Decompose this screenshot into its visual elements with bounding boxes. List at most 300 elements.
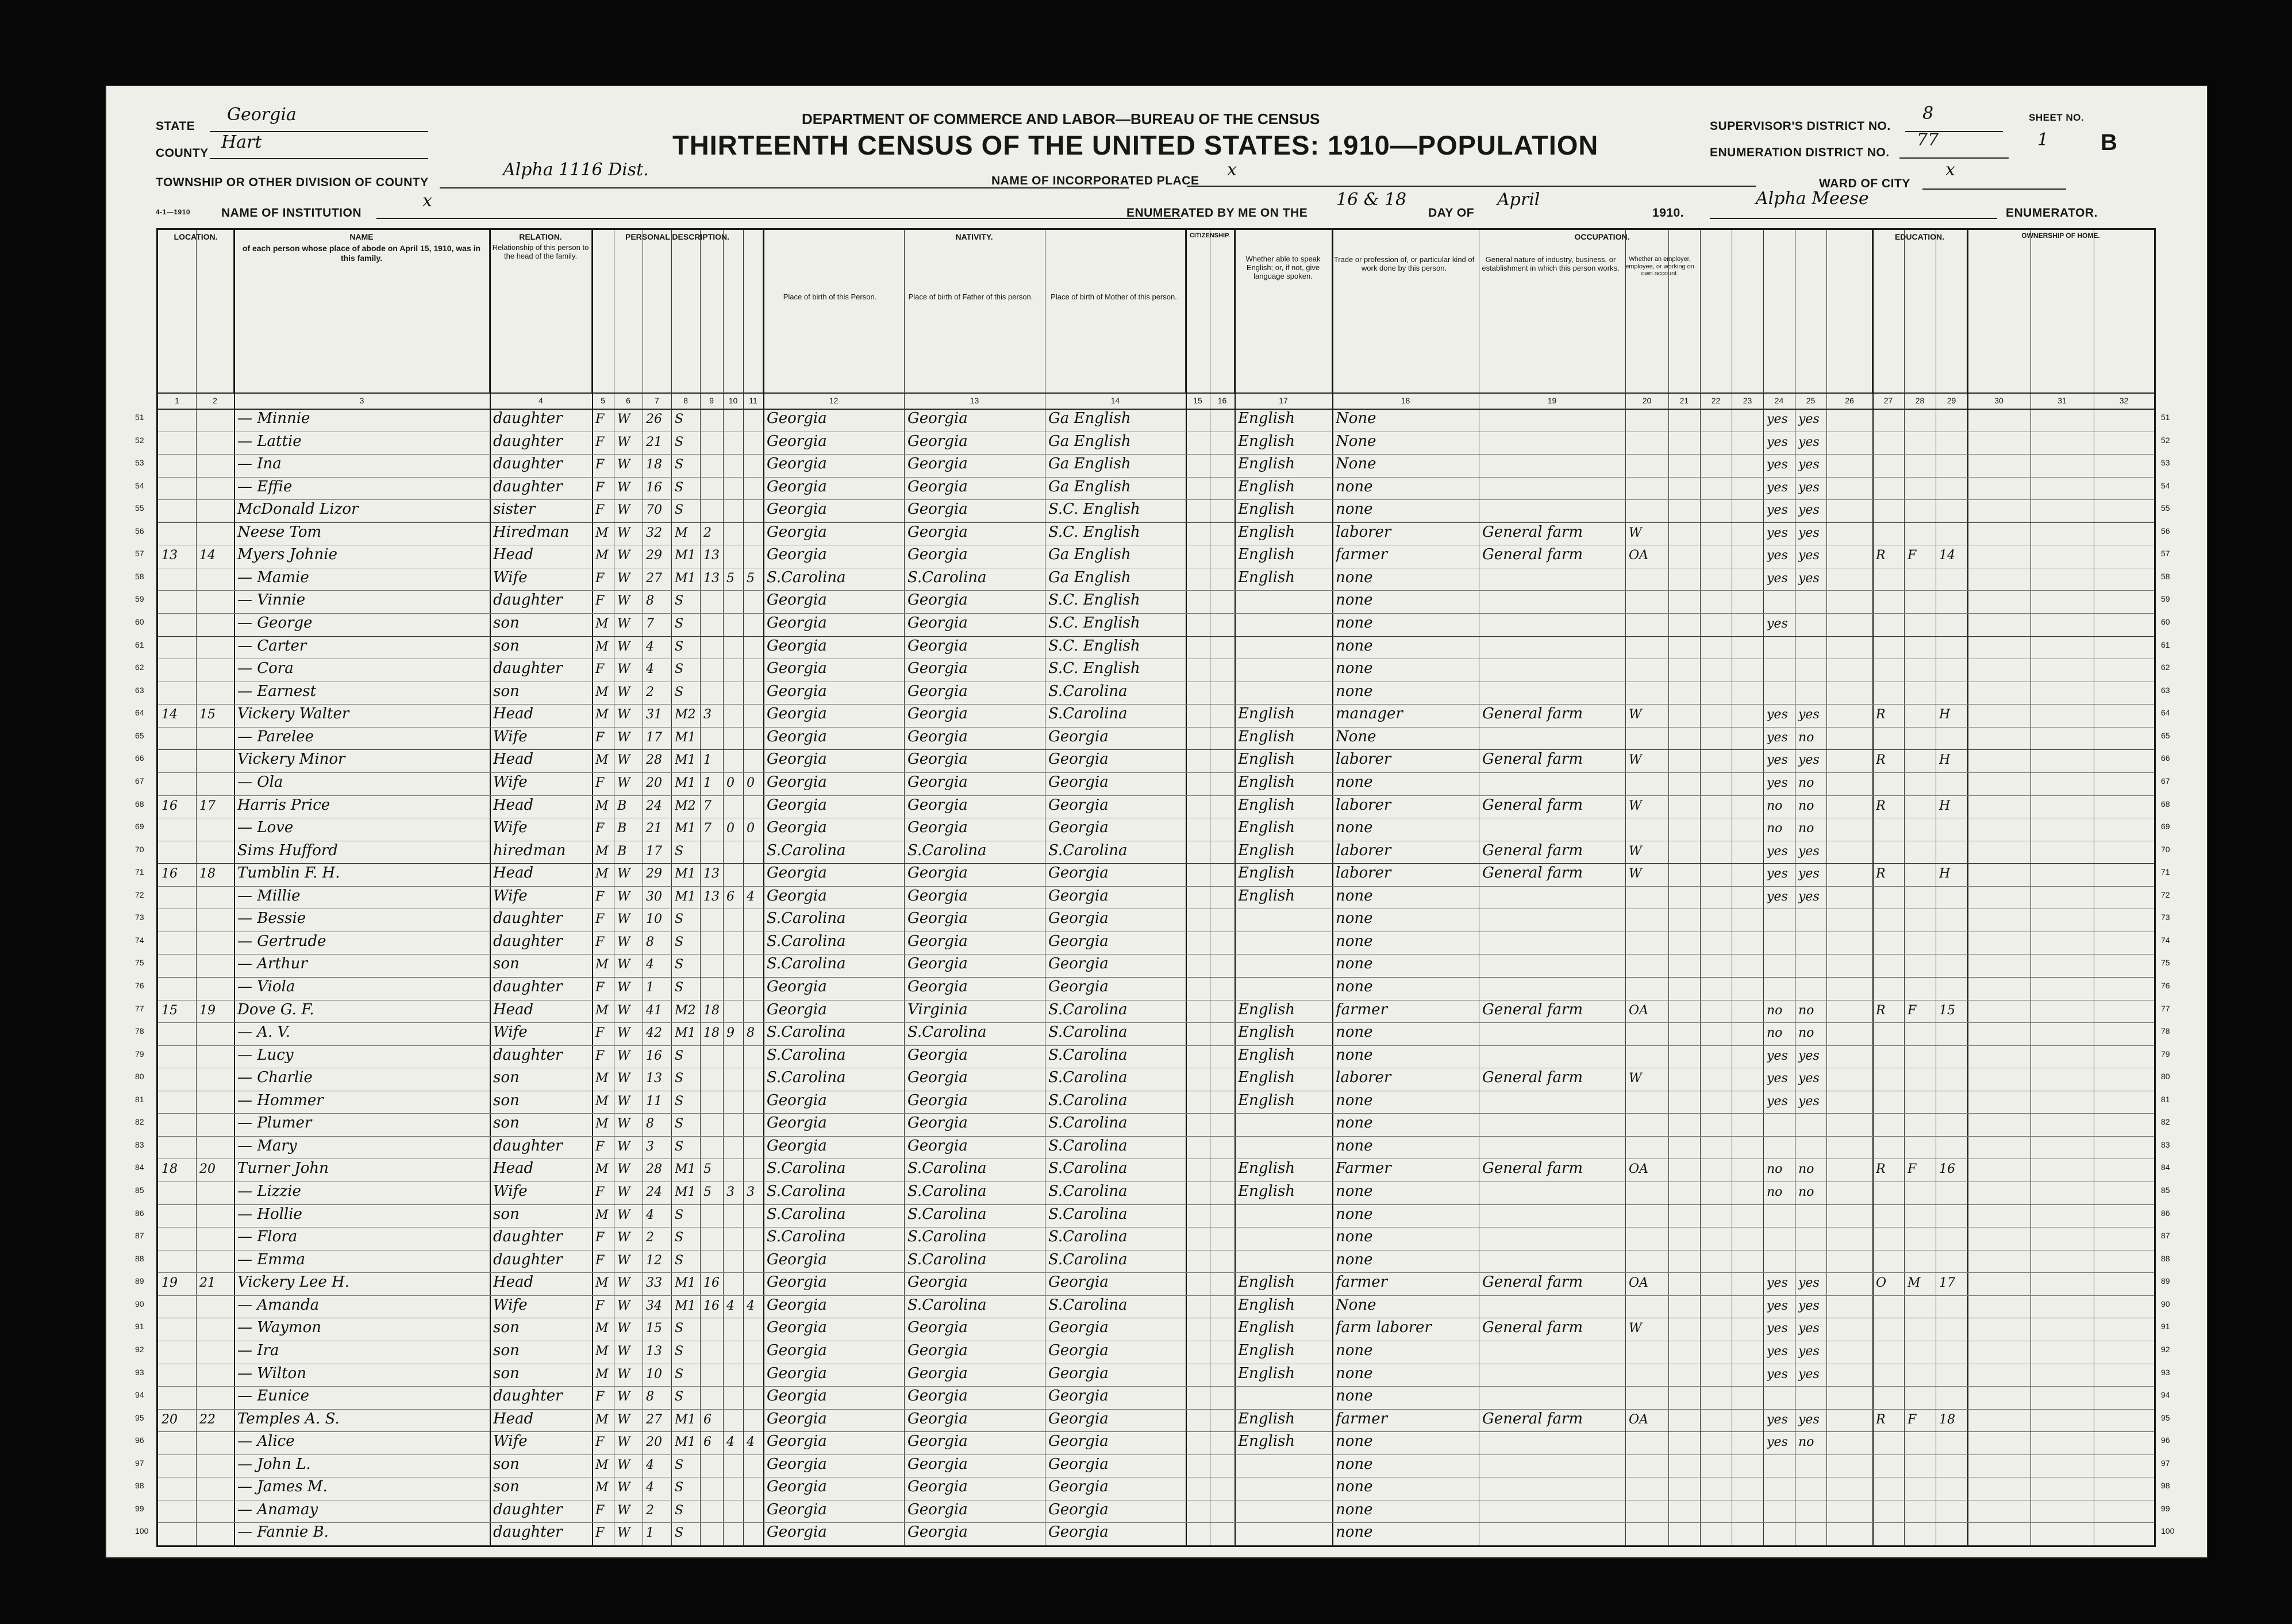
line-number-left: 93 (135, 1367, 144, 1377)
cell-occ: laborer (1336, 751, 1391, 768)
cell-bp: Georgia (767, 1455, 827, 1473)
cell-bf: Georgia (907, 591, 968, 609)
cell-ms: M1 (675, 1276, 696, 1291)
cell-liv: 0 (747, 821, 755, 836)
cell-occ: none (1336, 1228, 1373, 1246)
cell-bm: S.C. English (1048, 614, 1140, 632)
table-row (158, 1068, 2154, 1091)
cell-eng: English (1238, 841, 1295, 859)
supervisor-label: SUPERVISOR'S DISTRICT NO. (1710, 120, 1891, 133)
cell-race: W (617, 1117, 630, 1132)
cell-name: — Waymon (237, 1319, 321, 1337)
cell-bm: Georgia (1048, 1319, 1109, 1337)
column-number: 25 (1806, 396, 1816, 405)
cell-bf: Georgia (907, 546, 968, 564)
occupation-group-label: OCCUPATION. (1574, 232, 1630, 241)
cell-bp: Georgia (767, 773, 827, 791)
cell-eng: English (1238, 568, 1295, 586)
cell-ms: S (675, 503, 684, 518)
cell-ms: S (675, 957, 684, 972)
cell-read: yes (1767, 707, 1788, 722)
cell-farm: H (1939, 867, 1951, 882)
table-row (158, 1159, 2154, 1182)
cell-sex: M (595, 1117, 609, 1132)
table-row (158, 909, 2154, 932)
cell-bp: Georgia (767, 728, 827, 745)
cell-ch: 6 (726, 889, 734, 904)
cell-ch: 4 (726, 1298, 734, 1313)
cell-bp: Georgia (767, 1410, 827, 1427)
cell-occ: Farmer (1336, 1160, 1391, 1177)
cell-fam: 22 (199, 1412, 216, 1427)
cell-ms: S (675, 1390, 684, 1404)
table-row (158, 1045, 2154, 1069)
cell-rel: daughter (493, 432, 563, 450)
line-number-right: 90 (2161, 1299, 2170, 1309)
cell-ms: M1 (675, 1298, 696, 1313)
cell-read: yes (1767, 434, 1788, 449)
cell-name: — Fannie B. (237, 1523, 329, 1541)
line-number-right: 55 (2161, 503, 2170, 513)
line-number-left: 53 (135, 458, 144, 468)
cell-ms: S (675, 662, 684, 677)
cell-bp: Georgia (767, 591, 827, 609)
table-row (158, 1113, 2154, 1137)
line-number-left: 82 (135, 1117, 144, 1127)
cell-race: W (617, 1321, 630, 1336)
cell-rel: daughter (493, 1523, 563, 1541)
cell-age: 13 (646, 1071, 662, 1086)
cell-rel: Wife (493, 1296, 528, 1314)
cell-race: W (617, 753, 630, 768)
column-number: 30 (1994, 396, 2003, 405)
column-number: 6 (626, 396, 630, 405)
cell-bm: Georgia (1048, 1273, 1109, 1291)
cell-sex: F (595, 662, 605, 677)
cell-age: 32 (646, 525, 662, 540)
cell-fam: 14 (199, 548, 216, 563)
line-number-left: 88 (135, 1253, 144, 1263)
cell-bm: S.Carolina (1048, 1228, 1128, 1246)
cell-write: yes (1798, 1276, 1820, 1291)
line-number-left: 57 (135, 549, 144, 559)
table-row (158, 1386, 2154, 1410)
birth-mother-header: Place of birth of Mother of this person. (1051, 293, 1177, 301)
table-row (158, 818, 2154, 841)
cell-bm: Georgia (1048, 910, 1109, 928)
cell-sex: M (595, 639, 609, 654)
cell-bp: Georgia (767, 455, 827, 473)
line-number-right: 59 (2161, 594, 2170, 604)
column-number: 13 (970, 396, 979, 405)
cell-sex: M (595, 684, 609, 699)
cell-emp: W (1629, 1071, 1642, 1086)
cell-race: W (617, 1457, 630, 1472)
column-number: 1 (175, 396, 179, 405)
line-number-left: 70 (135, 844, 144, 854)
cell-ms: S (675, 1503, 684, 1518)
column-number: 2 (213, 396, 217, 405)
cell-bp: Georgia (767, 1500, 827, 1518)
line-number-left: 69 (135, 822, 144, 832)
cell-ms: S (675, 412, 684, 426)
cell-sex: F (595, 1139, 605, 1154)
line-number-right: 66 (2161, 753, 2170, 763)
cell-ind: General farm (1482, 705, 1583, 723)
line-number-right: 63 (2161, 685, 2170, 695)
table-row (158, 772, 2154, 796)
cell-yrs: 13 (703, 889, 720, 904)
cell-race: W (617, 1162, 630, 1177)
cell-bf: Georgia (907, 501, 968, 518)
cell-age: 3 (646, 1139, 654, 1154)
cell-bf: Georgia (907, 796, 968, 814)
cell-yrs: 6 (703, 1412, 712, 1427)
cell-name: — Lucy (237, 1046, 294, 1064)
cell-fam: 15 (199, 707, 216, 722)
cell-rel: Wife (493, 1023, 528, 1041)
table-row (158, 1272, 2154, 1296)
column-number: 7 (655, 396, 659, 405)
cell-rel: son (493, 1319, 520, 1337)
line-number-left: 100 (135, 1526, 149, 1536)
cell-emp: OA (1629, 1412, 1648, 1427)
cell-liv: 8 (747, 1026, 755, 1041)
cell-bp: Georgia (767, 796, 827, 814)
cell-read: no (1767, 1003, 1783, 1018)
line-number-left: 78 (135, 1026, 144, 1036)
cell-bm: Ga English (1048, 432, 1131, 450)
line-number-right: 54 (2161, 480, 2170, 490)
cell-read: yes (1767, 1071, 1788, 1086)
cell-rel: Head (493, 546, 534, 564)
cell-yrs: 18 (703, 1026, 720, 1041)
cell-bm: S.Carolina (1048, 1205, 1128, 1223)
incorporated-underline (1187, 186, 1756, 187)
cell-bm: Georgia (1048, 1455, 1109, 1473)
cell-write: yes (1798, 707, 1820, 722)
cell-race: W (617, 1230, 630, 1245)
cell-sex: M (595, 1276, 609, 1291)
cell-rel: daughter (493, 591, 563, 609)
line-number-right: 53 (2161, 458, 2170, 468)
cell-own: R (1876, 798, 1886, 813)
cell-ms: S (675, 1207, 684, 1222)
cell-age: 4 (646, 1480, 654, 1495)
cell-age: 8 (646, 594, 654, 609)
cell-ch: 9 (726, 1026, 734, 1041)
cell-bf: Georgia (907, 1319, 968, 1337)
line-number-left: 59 (135, 594, 144, 604)
institution-underline (376, 218, 1181, 219)
cell-name: — Eunice (237, 1387, 309, 1405)
cell-name: — Effie (237, 478, 293, 495)
cell-occ: none (1336, 1341, 1373, 1359)
table-row (158, 1182, 2154, 1205)
cell-age: 4 (646, 662, 654, 677)
column-number: 15 (1193, 396, 1202, 405)
cell-write: no (1798, 1162, 1814, 1177)
cell-age: 17 (646, 730, 662, 745)
cell-bf: Georgia (907, 978, 968, 995)
cell-yrs: 7 (703, 821, 712, 836)
cell-ms: M1 (675, 548, 696, 563)
line-number-right: 82 (2161, 1117, 2170, 1127)
line-number-left: 75 (135, 958, 144, 968)
cell-ind: General farm (1482, 1069, 1583, 1087)
cell-ms: M1 (675, 775, 696, 790)
cell-age: 20 (646, 1435, 662, 1450)
cell-rel: Head (493, 796, 534, 814)
english-description: Whether able to speak English; or, if not, give language spoken. (1245, 255, 1321, 280)
line-number-left: 58 (135, 571, 144, 581)
cell-ms: S (675, 1139, 684, 1154)
cell-rel: Head (493, 751, 534, 768)
cell-name: Dove G. F. (237, 1000, 314, 1018)
cell-age: 30 (646, 889, 662, 904)
cell-rel: Wife (493, 1183, 528, 1200)
cell-ms: S (675, 1094, 684, 1109)
cell-own: R (1876, 753, 1886, 768)
cell-bm: S.Carolina (1048, 682, 1128, 700)
cell-bf: Georgia (907, 1455, 968, 1473)
table-row (158, 1022, 2154, 1046)
cell-yrs: 5 (703, 1162, 712, 1177)
line-number-right: 65 (2161, 730, 2170, 740)
cell-bf: S.Carolina (907, 1023, 987, 1041)
cell-bf: Georgia (907, 1500, 968, 1518)
form-number: 4-1—1910 (156, 208, 191, 216)
cell-bf: Georgia (907, 864, 968, 882)
cell-ind: General farm (1482, 523, 1583, 541)
line-number-right: 68 (2161, 799, 2170, 809)
cell-write: yes (1798, 1412, 1820, 1427)
cell-age: 4 (646, 1457, 654, 1472)
cell-bp: S.Carolina (767, 1183, 846, 1200)
cell-emp: W (1629, 707, 1642, 722)
cell-race: W (617, 503, 630, 518)
cell-bm: Georgia (1048, 1433, 1109, 1450)
line-number-right: 80 (2161, 1072, 2170, 1082)
cell-ms: S (675, 1526, 684, 1541)
cell-occ: farmer (1336, 546, 1388, 564)
cell-bp: Georgia (767, 614, 827, 632)
cell-bf: Georgia (907, 1364, 968, 1382)
table-row (158, 1000, 2154, 1023)
cell-sex: M (595, 1094, 609, 1109)
cell-bf: S.Carolina (907, 1160, 987, 1177)
cell-rel: daughter (493, 1250, 563, 1268)
cell-occ: none (1336, 910, 1373, 928)
cell-name: Vickery Lee H. (237, 1273, 349, 1291)
cell-name: Myers Johnie (237, 546, 338, 564)
cell-emp: W (1629, 844, 1642, 859)
column-number: 14 (1110, 396, 1120, 405)
cell-occ: none (1336, 1433, 1373, 1450)
table-row (158, 1364, 2154, 1387)
cell-ms: M1 (675, 1162, 696, 1177)
cell-bm: S.Carolina (1048, 1046, 1128, 1064)
cell-yrs: 13 (703, 548, 720, 563)
column-number: 16 (1217, 396, 1227, 405)
cell-name: — George (237, 614, 313, 632)
cell-age: 24 (646, 1185, 662, 1200)
cell-fm: M (1908, 1276, 1921, 1291)
cell-race: W (617, 867, 630, 882)
cell-race: W (617, 889, 630, 904)
cell-race: W (617, 639, 630, 654)
cell-bp: Georgia (767, 637, 827, 655)
cell-bp: S.Carolina (767, 910, 846, 928)
cell-occ: none (1336, 1091, 1373, 1109)
cell-rel: Hiredman (493, 523, 570, 541)
cell-eng: English (1238, 1160, 1295, 1177)
cell-sex: F (595, 412, 605, 426)
cell-occ: none (1336, 1478, 1373, 1496)
enumeration-label: ENUMERATION DISTRICT NO. (1710, 146, 1890, 159)
cell-bp: S.Carolina (767, 1069, 846, 1087)
cell-eng: English (1238, 751, 1295, 768)
cell-bf: S.Carolina (907, 1228, 987, 1246)
cell-bp: Georgia (767, 432, 827, 450)
cell-read: yes (1767, 844, 1788, 859)
cell-yrs: 2 (703, 525, 712, 540)
supervisor-value: 8 (1922, 103, 1934, 124)
cell-sex: F (595, 1185, 605, 1200)
cell-rel: Head (493, 864, 534, 882)
table-row (158, 568, 2154, 591)
cell-read: yes (1767, 525, 1788, 540)
line-number-left: 71 (135, 867, 144, 877)
cell-eng: English (1238, 1069, 1295, 1087)
table-row (158, 1136, 2154, 1160)
cell-name: — Arthur (237, 955, 307, 973)
cell-occ: None (1336, 410, 1376, 427)
table-row (158, 545, 2154, 568)
table-row (158, 1295, 2154, 1319)
cell-emp: W (1629, 798, 1642, 813)
cell-occ: none (1336, 1250, 1373, 1268)
cell-rel: sister (493, 501, 536, 518)
cell-sex: M (595, 867, 609, 882)
cell-bm: Georgia (1048, 751, 1109, 768)
cell-rel: son (493, 1114, 520, 1132)
line-number-right: 76 (2161, 981, 2170, 990)
cell-rel: son (493, 637, 520, 655)
table-row (158, 1318, 2154, 1341)
cell-occ: farmer (1336, 1410, 1388, 1427)
cell-ind: General farm (1482, 1000, 1583, 1018)
line-number-left: 96 (135, 1436, 144, 1445)
cell-name: — Wilton (237, 1364, 307, 1382)
cell-bp: S.Carolina (767, 1023, 846, 1041)
cell-name: — Ina (237, 455, 282, 473)
column-number: 28 (1915, 396, 1925, 405)
cell-age: 8 (646, 1117, 654, 1132)
cell-write: no (1798, 730, 1814, 745)
cell-yrs: 1 (703, 775, 712, 790)
table-row (158, 704, 2154, 728)
cell-write: no (1798, 1185, 1814, 1200)
cell-bm: Georgia (1048, 773, 1109, 791)
cell-rel: son (493, 1478, 520, 1496)
table-row (158, 1454, 2154, 1478)
cell-sex: M (595, 525, 609, 540)
cell-race: W (617, 571, 630, 586)
cell-race: W (617, 1139, 630, 1154)
county-label: COUNTY (156, 147, 209, 160)
cell-emp: W (1629, 867, 1642, 882)
cell-age: 1 (646, 980, 654, 995)
cell-race: W (617, 594, 630, 609)
cell-occ: none (1336, 1023, 1373, 1041)
cell-age: 16 (646, 1048, 662, 1063)
cell-liv: 4 (747, 889, 755, 904)
cell-name: Vickery Minor (237, 751, 345, 768)
cell-emp: OA (1629, 1003, 1648, 1018)
line-number-right: 60 (2161, 617, 2170, 627)
column-number: 23 (1743, 396, 1752, 405)
cell-bm: S.C. English (1048, 501, 1140, 518)
cell-rel: daughter (493, 910, 563, 928)
line-number-right: 69 (2161, 822, 2170, 832)
cell-age: 16 (646, 480, 662, 495)
cell-race: W (617, 412, 630, 426)
table-row (158, 636, 2154, 660)
cell-bm: Georgia (1048, 978, 1109, 995)
cell-rel: Head (493, 1160, 534, 1177)
cell-name: — Cora (237, 660, 294, 678)
cell-bf: S.Carolina (907, 568, 987, 586)
cell-bp: Georgia (767, 1523, 827, 1541)
cell-ms: M1 (675, 753, 696, 768)
cell-race: W (617, 1390, 630, 1404)
cell-ms: M1 (675, 1435, 696, 1450)
cell-bp: Georgia (767, 1137, 827, 1154)
cell-race: W (617, 457, 630, 472)
cell-age: 28 (646, 753, 662, 768)
cell-bp: Georgia (767, 546, 827, 564)
cell-write: yes (1798, 867, 1820, 882)
cell-bm: Georgia (1048, 1364, 1109, 1382)
cell-occ: none (1336, 501, 1373, 518)
cell-age: 17 (646, 844, 662, 859)
cell-bm: S.C. English (1048, 523, 1140, 541)
line-number-right: 64 (2161, 708, 2170, 718)
cell-dw: 19 (161, 1276, 178, 1291)
cell-sex: F (595, 503, 605, 518)
line-number-right: 73 (2161, 913, 2170, 922)
cell-farm: 16 (1939, 1162, 1955, 1177)
cell-fm: F (1908, 1412, 1917, 1427)
cell-read: yes (1767, 1435, 1788, 1450)
cell-sex: F (595, 457, 605, 472)
sheet-value: 1 (2037, 130, 2049, 150)
cell-age: 10 (646, 1367, 662, 1381)
cell-name: — Ira (237, 1341, 279, 1359)
cell-ms: S (675, 457, 684, 472)
cell-bm: S.Carolina (1048, 1114, 1128, 1132)
cell-name: — Vinnie (237, 591, 306, 609)
table-row (158, 1477, 2154, 1500)
cell-eng: English (1238, 1296, 1295, 1314)
cell-write: yes (1798, 1367, 1820, 1381)
state-value: Georgia (227, 105, 297, 125)
cell-race: W (617, 1276, 630, 1291)
county-value: Hart (221, 132, 262, 152)
table-row (158, 954, 2154, 978)
column-number: 29 (1947, 396, 1956, 405)
